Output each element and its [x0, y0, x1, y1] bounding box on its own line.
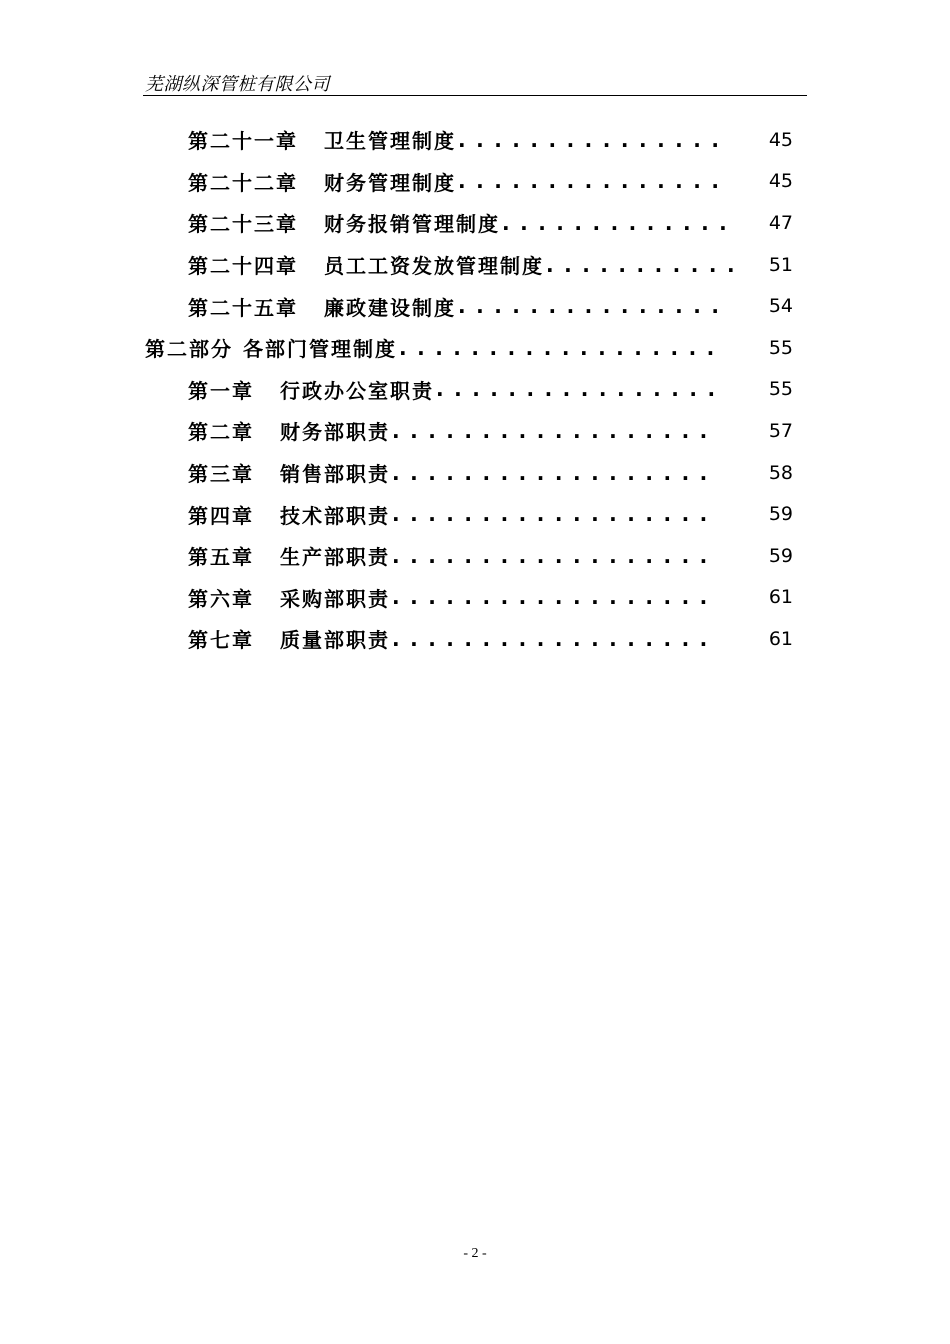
toc-entry-title: 各部门管理制度	[243, 337, 397, 362]
toc-entry[interactable]	[0, 410, 950, 452]
page-header	[143, 66, 807, 96]
toc-entry[interactable]	[0, 119, 950, 161]
toc-page-number: 61	[768, 627, 793, 650]
toc-page-number: 55	[768, 378, 793, 401]
toc-chapter-number: 第五章	[188, 545, 254, 570]
toc-entry-title: 质量部职责	[280, 628, 390, 653]
toc-entry-title: 财务部职责	[280, 420, 390, 445]
toc-chapter-number: 第二十一章	[188, 129, 298, 154]
toc-dot-leader: ..................	[392, 418, 718, 443]
toc-page-number: 57	[768, 419, 793, 442]
toc-page-number: 45	[768, 128, 793, 151]
toc-dot-leader: ...........	[546, 252, 746, 277]
toc-dot-leader: ..................	[392, 585, 718, 610]
toc-chapter-number: 第二十三章	[188, 212, 298, 237]
toc-dot-leader: .............	[502, 210, 738, 235]
toc-chapter-number: 第二十五章	[188, 295, 298, 320]
toc-chapter-number: 第七章	[188, 628, 254, 653]
company-name: 芜湖纵深管桩有限公司	[145, 74, 330, 95]
toc-dot-leader: ..................	[399, 335, 725, 360]
toc-chapter-number: 第一章	[188, 378, 254, 403]
toc-entry-title: 采购部职责	[280, 586, 390, 611]
toc-entry[interactable]	[0, 369, 950, 411]
toc-dot-leader: ..................	[392, 543, 718, 568]
toc-page-number: 51	[768, 253, 793, 276]
toc-dot-leader: ...............	[458, 127, 730, 152]
toc-entry[interactable]	[0, 452, 950, 494]
toc-page-number: 45	[768, 170, 793, 193]
toc-entry-title: 财务报销管理制度	[324, 212, 500, 237]
toc-entry-title: 生产部职责	[280, 545, 390, 570]
toc-dot-leader: ...............	[458, 169, 730, 194]
toc-chapter-number: 第二十四章	[188, 254, 298, 279]
toc-dot-leader: ..................	[392, 502, 718, 527]
toc-chapter-number: 第四章	[188, 503, 254, 528]
header-divider	[143, 95, 807, 96]
toc-entry[interactable]	[0, 285, 950, 327]
toc-chapter-number: 第二十二章	[188, 170, 298, 195]
toc-entry-title: 行政办公室职责	[280, 378, 434, 403]
toc-dot-leader: ................	[436, 377, 726, 402]
toc-page-number: 54	[768, 295, 793, 318]
toc-entry-title: 员工工资发放管理制度	[324, 254, 544, 279]
toc-entry[interactable]	[0, 202, 950, 244]
toc-page-number: 59	[768, 544, 793, 567]
toc-chapter-number: 第三章	[188, 462, 254, 487]
toc-entry-title: 销售部职责	[280, 462, 390, 487]
toc-chapter-number: 第二章	[188, 420, 254, 445]
toc-entry[interactable]	[0, 577, 950, 619]
toc-entry[interactable]	[0, 535, 950, 577]
toc-chapter-number: 第六章	[188, 586, 254, 611]
toc-page-number: 47	[768, 211, 793, 234]
footer-page-number: - 2 -	[463, 1246, 487, 1261]
toc-entry[interactable]	[0, 244, 950, 286]
toc-entry-title: 财务管理制度	[324, 170, 456, 195]
toc-part-number: 第二部分	[145, 337, 233, 362]
toc-dot-leader: ..................	[392, 460, 718, 485]
toc-entry-title: 卫生管理制度	[324, 129, 456, 154]
toc-entry[interactable]	[0, 618, 950, 660]
toc-part-entry[interactable]	[0, 327, 950, 369]
toc-dot-leader: ...............	[458, 294, 730, 319]
toc-entry-title: 技术部职责	[280, 503, 390, 528]
toc-page-number: 55	[768, 336, 793, 359]
toc-entry[interactable]	[0, 493, 950, 535]
table-of-contents	[0, 119, 950, 660]
toc-entry-title: 廉政建设制度	[324, 295, 456, 320]
toc-page-number: 59	[768, 503, 793, 526]
toc-dot-leader: ..................	[392, 626, 718, 651]
toc-page-number: 61	[768, 586, 793, 609]
page-footer	[0, 1246, 950, 1262]
toc-entry[interactable]	[0, 161, 950, 203]
toc-page-number: 58	[768, 461, 793, 484]
